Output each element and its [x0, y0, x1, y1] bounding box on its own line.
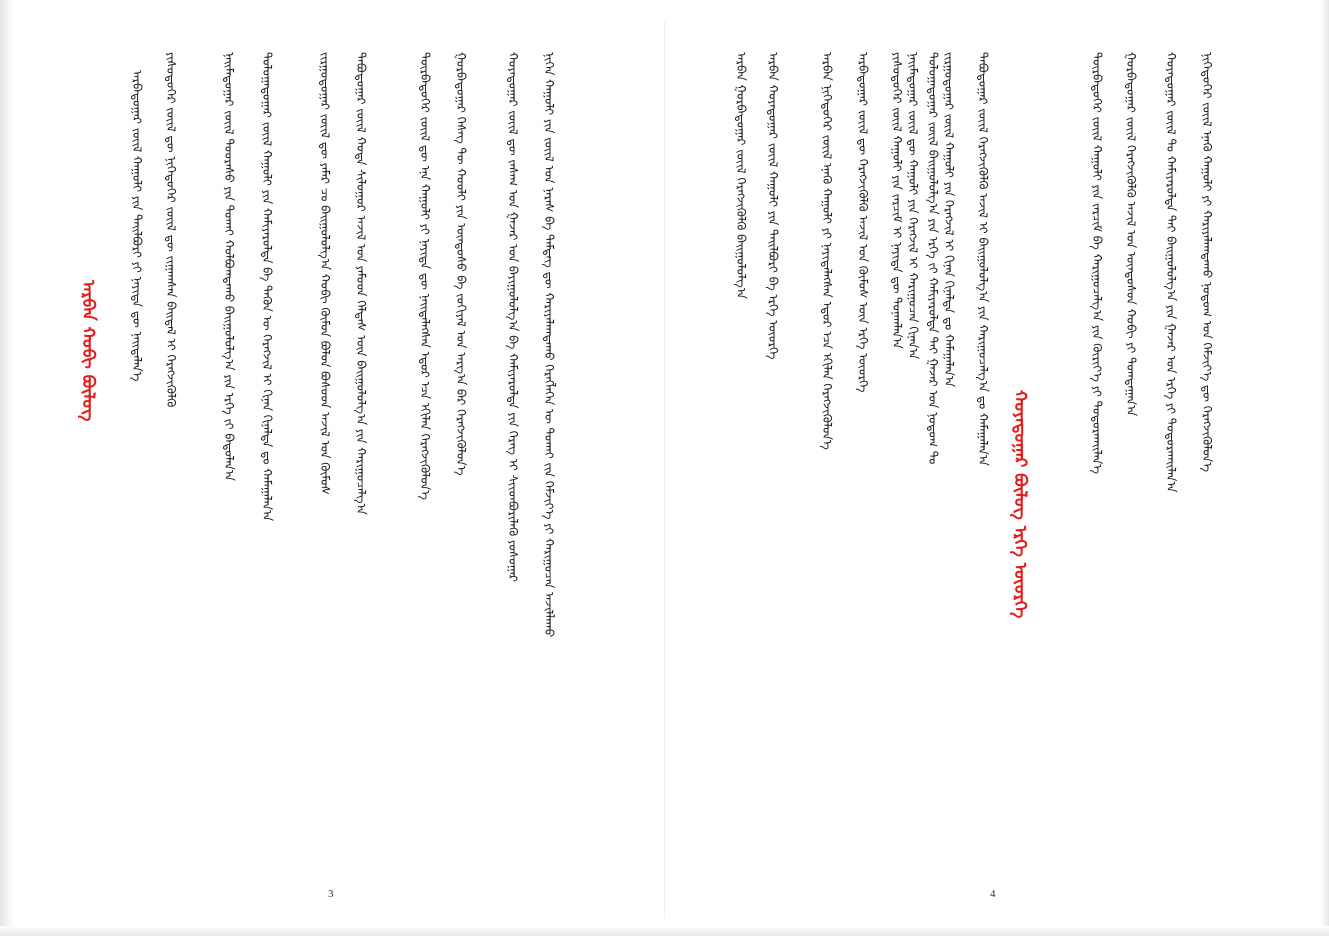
- body-column: ᠭᠤᠷᠪᠠᠳᠤᠭᠠᠷ ᠬᠡᠰᠡᠭ ᠲᠦ ᠬᠤᠤᠯᠢ ᠶᠢᠨ ᠦᠨᠳᠦᠰᠦ ᠪᠠ ᠵᠣᠬᠢᠶᠠᠯ ᠤᠨ ᠠᠷᠭ᠎ᠠ ᠪᠠᠷ ᠬᠡᠷᠡᠭᠵᠢᠭᠦᠯᠦᠨ᠎ᠡ: [454, 52, 468, 476]
- left-page: [14, 20, 664, 918]
- body-column: ᠵᠢᠷᠭᠤᠳᠤᠭᠠᠷ ᠵᠦᠢᠯ ᠳᠦ ᠶᠠᠮᠠᠷ ᠴᠤ ᠪᠠᠢᠭᠤᠯᠤᠯᠭ᠎ᠠ ᠬᠤᠪᠢ ᠬᠦᠮᠦᠨ ᠪᠤᠯᠤᠨ ᠪᠤᠰᠤᠳ ᠠᠵᠢᠯ ᠤᠨ ᠬᠦᠮᠦᠰ: [318, 52, 332, 495]
- body-column: ᠨᠠᠢᠮᠠᠳᠤᠭᠠᠷ ᠵᠦᠢᠯ ᠳᠦ ᠬᠠᠭᠤᠯᠢ ᠶᠢᠨ ᠬᠡᠷᠡᠭᠵᠢᠯ ᠢ ᠬᠠᠷᠢᠭᠤᠴᠠᠨ ᠬᠢᠨᠠᠨ᠎ᠠ: [906, 52, 920, 360]
- body-column: ᠳᠤᠯᠤᠭᠠᠳᠤᠭᠠᠷ ᠵᠦᠢᠯ ᠬᠠᠭᠤᠯᠢ ᠶᠢᠨ ᠬᠠᠮᠢᠶᠠᠷᠤᠯᠲᠠ ᠪᠠ ᠲᠡᠭᠦᠨ ᠦ ᠬᠡᠷᠡᠭᠵᠢᠯ ᠢ ᠬᠢᠨᠠᠨ ᠬᠢᠨᠠᠯᠲᠠ ᠳᠤ ᠬᠠᠮᠠᠭᠠᠯᠠᠨ᠎ᠠ: [260, 52, 274, 522]
- body-column: ᠳᠦᠷᠪᠡᠳᠦᠭᠡᠷ ᠵᠦᠢᠯ ᠳᠦ ᠡᠨᠡ ᠬᠠᠭᠤᠯᠢ ᠶᠢ ᠨᠡᠶᠢᠲᠡ ᠳᠦ ᠨᠡᠢᠲᠡᠯᠡᠭᠰᠡᠨ ᠡᠳᠦᠷ ᠡᠴᠡ ᠡᠬᠢᠯᠡᠨ ᠬᠡᠷᠡᠭᠵᠢᠭᠦᠯᠦᠨ᠎ᠡ: [418, 52, 432, 500]
- body-column: ᠠᠷᠪᠠᠨ ᠨᠢᠭᠡᠳᠦᠭᠡᠷ ᠵᠦᠢᠯ ᠡᠨᠡᠬᠦ ᠬᠠᠭᠤᠯᠢ ᠶᠢ ᠨᠡᠶᠢᠲᠡᠯᠡᠭᠰᠡᠨ ᠡᠳᠦᠷ ᠡᠴᠡ ᠡᠬᠢᠯᠡᠨ ᠬᠡᠷᠡᠭᠵᠢᠭᠦᠯᠦᠨ᠎ᠡ: [820, 52, 834, 450]
- body-column: ᠠᠷᠪᠠᠨ ᠭᠤᠷᠪᠠᠳᠤᠭᠠᠷ ᠵᠦᠢᠯ ᠬᠡᠷᠡᠭᠵᠢᠭᠦᠯᠬᠦ ᠪᠠᠢᠭᠤᠯᠤᠯᠭ᠎ᠠ: [734, 52, 748, 299]
- right-page-edge-shadow: [1320, 0, 1329, 936]
- body-column: ᠨᠢᠭᠡᠨ ᠬᠠᠭᠤᠯᠢ ᠶᠢᠨ ᠵᠦᠢᠯ ᠤᠨ ᠨᠡᠷᠡᠰ ᠪᠠ ᠲᠡᠮᠳᠡᠭ ᠳᠦ ᠬᠠᠷᠢᠶᠠᠯᠠᠭᠳᠠᠬᠤ ᠬᠡᠷᠡᠭᠯᠡᠭᠡᠨ ᠦ ᠲᠤᠬᠠᠢ ᠵᠢᠨ ᠬᠡᠮᠵᠢᠶ᠎ᠡ ᠶᠢ ᠬᠠᠷᠢᠭᠤᠴᠠᠨ ᠠᠵᠢᠯᠯᠠᠬᠤ: [542, 52, 556, 638]
- body-column: ᠨᠢᠭᠡᠳᠦᠭᠡᠷ ᠵᠦᠢᠯ ᠡᠨᠡᠬᠦ ᠬᠠᠭᠤᠯᠢ ᠶᠢ ᠬᠠᠷᠢᠶᠠᠯᠠᠭᠳᠠᠬᠤ ᠨᠤᠲᠤᠭ ᠤᠨ ᠬᠡᠮᠵᠢᠶ᠎ᠡ ᠳᠦ ᠬᠡᠷᠡᠭᠵᠢᠭᠦᠯᠦᠨ᠎ᠡ: [1200, 52, 1214, 473]
- page-number: 4: [990, 888, 996, 900]
- body-column: ᠠᠷᠪᠠᠳᠤᠭᠠᠷ ᠵᠦᠢᠯ ᠬᠠᠭᠤᠯᠢ ᠶᠢᠨ ᠲᠠᠢᠯᠪᠤᠷᠢ ᠶᠢ ᠨᠡᠶᠢᠲᠡ ᠳᠦ ᠨᠡᠢᠲᠡᠯᠡᠨ᠎ᠡ: [130, 70, 144, 382]
- body-column: ᠭᠤᠷᠪᠠᠳᠤᠭᠠᠷ ᠵᠦᠢᠯ ᠬᠡᠷᠡᠭᠵᠢᠭᠦᠯᠬᠦ ᠠᠵᠢᠯ ᠤᠨ ᠦᠨᠳᠦᠰᠦᠨ ᠬᠤᠪᠢ ᠶᠢ ᠲᠣᠭᠲᠠᠭᠠᠨ᠎ᠠ: [1124, 52, 1138, 417]
- body-column: ᠬᠤᠶᠠᠳᠤᠭᠠᠷ ᠵᠦᠢᠯ ᠲᠤ ᠬᠠᠮᠢᠶᠠᠷᠤᠯᠲᠠ ᠲᠠᠢ ᠪᠠᠢᠭᠤᠯᠤᠯᠭ᠎ᠠ ᠶᠢᠨ ᠭᠠᠵᠠᠷ ᠤᠨ ᠡᠷᠬᠡ ᠶᠢ ᠲᠤᠳᠤᠷᠬᠠᠢᠯᠠᠨ᠎ᠠ: [1164, 52, 1178, 493]
- left-page-edge-shadow: [0, 0, 14, 936]
- chapter-heading: ᠠᠷᠪᠠᠨ ᠬᠤᠪᠢ ᠪᠦᠯᠦᠭ: [78, 280, 98, 422]
- page-spine: [664, 20, 665, 918]
- body-column: ᠶᠢᠰᠦᠳᠦᠭᠡᠷ ᠵᠦᠢᠯ ᠬᠠᠭᠤᠯᠢ ᠶᠢᠨ ᠵᠠᠷᠴᠢᠮ ᠢ ᠨᠡᠶᠢᠲᠡ ᠳᠦ ᠲᠤᠨᠠᠭᠯᠠᠨ᠎ᠠ: [890, 52, 904, 349]
- body-column: ᠬᠤᠶᠠᠳᠤᠭᠠᠷ ᠵᠦᠢᠯ ᠳᠦ ᠵᠠᠰᠠᠭ ᠤᠨ ᠭᠠᠵᠠᠷ ᠤᠨ ᠪᠠᠶᠢᠭᠤᠯᠤᠯᠭ᠎ᠠ ᠪᠠ ᠬᠠᠮᠢᠶᠠᠷᠤᠯᠲᠠ ᠶᠢᠨ ᠬᠡᠷᠡᠭ ᠢ ᠰᠢᠢᠳᠪᠦᠷᠢᠯᠡᠬᠦ ᠶᠣᠰᠣᠭᠠᠷ: [506, 52, 520, 583]
- body-column: ᠲᠠᠪᠤᠳᠤᠭᠠᠷ ᠵᠦᠢᠯ ᠬᠣᠲᠠ ᠰᠢᠯᠤᠭᠤᠷ ᠠᠵᠢᠯ ᠤᠨ ᠶᠠᠮᠤᠳ ᠬᠡᠯᠲᠡᠰ ᠦᠨ ᠪᠠᠢᠭᠤᠯᠤᠯᠭ᠎ᠠ ᠶᠢᠨ ᠬᠠᠷᠢᠭᠤᠴᠠᠯᠭ᠎ᠠ: [354, 52, 368, 515]
- body-column: ᠶᠢᠰᠦᠳᠦᠭᠡᠷ ᠵᠦᠢᠯ ᠳᠦ ᠨᠢᠭᠡᠳᠦᠭᠡᠷ ᠵᠦᠢᠯ ᠳᠦ ᠵᠢᠭᠠᠭᠰᠠᠨ ᠪᠠᠢᠳᠠᠯ ᠢ ᠬᠡᠷᠡᠭᠵᠢᠭᠦᠯᠬᠦ: [164, 52, 178, 408]
- body-column: ᠳᠦᠷᠪᠡᠳᠦᠭᠡᠷ ᠵᠦᠢᠯ ᠬᠠᠭᠤᠯᠢ ᠶᠢᠨ ᠵᠠᠷᠴᠢᠮ ᠪᠠ ᠬᠠᠷᠢᠭᠤᠴᠠᠯᠭ᠎ᠠ ᠶᠢᠨ ᠬᠦᠷᠢᠶ᠎ᠡ ᠶᠢ ᠲᠤᠳᠤᠷᠬᠠᠢᠯᠠᠨ᠎ᠡ: [1090, 52, 1104, 475]
- body-column: ᠳᠤᠯᠤᠭᠠᠳᠤᠭᠠᠷ ᠵᠦᠢᠯ ᠪᠠᠢᠭᠤᠯᠤᠯᠭ᠎ᠠ ᠶᠢᠨ ᠡᠷᠬᠡ ᠵᠢ ᠬᠠᠮᠢᠶᠠᠷᠤᠯᠲᠠ ᠲᠠᠢ ᠭᠠᠵᠠᠷ ᠤᠨ ᠨᠤᠲᠤᠭ ᠲᠤ: [926, 52, 940, 465]
- page-number: 3: [328, 888, 334, 900]
- body-column: ᠠᠷᠪᠠᠨ ᠬᠤᠶᠠᠳᠤᠭᠠᠷ ᠵᠦᠢᠯ ᠬᠠᠭᠤᠯᠢ ᠶᠢᠨ ᠲᠠᠢᠯᠪᠤᠷᠢ ᠪᠠ ᠡᠷᠬᠡ ᠦᠦᠷᠭᠡ: [766, 52, 780, 360]
- right-page: [670, 20, 1320, 918]
- body-column: ᠠᠷᠪᠠᠳᠤᠭᠠᠷ ᠵᠦᠢᠯ ᠳᠦ ᠬᠡᠷᠡᠭᠵᠢᠭᠦᠯᠬᠦ ᠠᠵᠢᠯ ᠤᠨ ᠬᠦᠮᠦᠰ ᠦᠨ ᠡᠷᠬᠡ ᠦᠦᠷᠭᠡ: [856, 52, 870, 393]
- bottom-page-edge-shadow: [0, 926, 1329, 936]
- body-column: ᠨᠠᠢᠮᠠᠳᠤᠭᠠᠷ ᠵᠦᠢᠯ ᠲᠤᠤᠷᠠᠰᠤ ᠶᠢᠨ ᠲᠤᠬᠠᠢ ᠬᠣᠯᠪᠣᠭᠳᠠᠬᠤ ᠪᠠᠢᠭᠤᠯᠤᠯᠭ᠎ᠠ ᠶᠢᠨ ᠡᠷᠬᠡ ᠵᠢ ᠪᠠᠲᠤᠯᠠᠨ᠎ᠠ: [222, 52, 236, 482]
- body-column: ᠲᠠᠪᠤᠳᠤᠭᠠᠷ ᠵᠦᠢᠯ ᠬᠡᠷᠡᠭᠵᠢᠭᠦᠯᠬᠦ ᠠᠵᠢᠯ ᠢ ᠪᠠᠢᠭᠤᠯᠤᠯᠭ᠎ᠠ ᠶᠢᠨ ᠬᠠᠷᠢᠭᠤᠴᠠᠯᠭ᠎ᠠ ᠳᠤ ᠬᠠᠮᠠᠭᠠᠯᠠᠨ᠎ᠠ: [976, 52, 990, 466]
- body-column-end: [574, 52, 588, 112]
- body-column: ᠵᠢᠷᠭᠤᠳᠤᠭᠠᠷ ᠵᠦᠢᠯ ᠬᠠᠭᠤᠯᠢ ᠶᠢᠨ ᠬᠡᠷᠡᠭᠵᠢᠯ ᠢ ᠬᠢᠨᠠᠨ ᠬᠢᠨᠠᠯᠲᠠ ᠳᠤ ᠬᠠᠮᠠᠭᠠᠯᠠᠨ᠎ᠠ: [942, 52, 956, 387]
- chapter-heading: ᠬᠤᠶᠠᠳᠤᠭᠠᠷ ᠪᠦᠯᠦᠭ ᠡᠷᠬᠡ ᠦᠦᠷᠭᠡ: [1010, 390, 1030, 619]
